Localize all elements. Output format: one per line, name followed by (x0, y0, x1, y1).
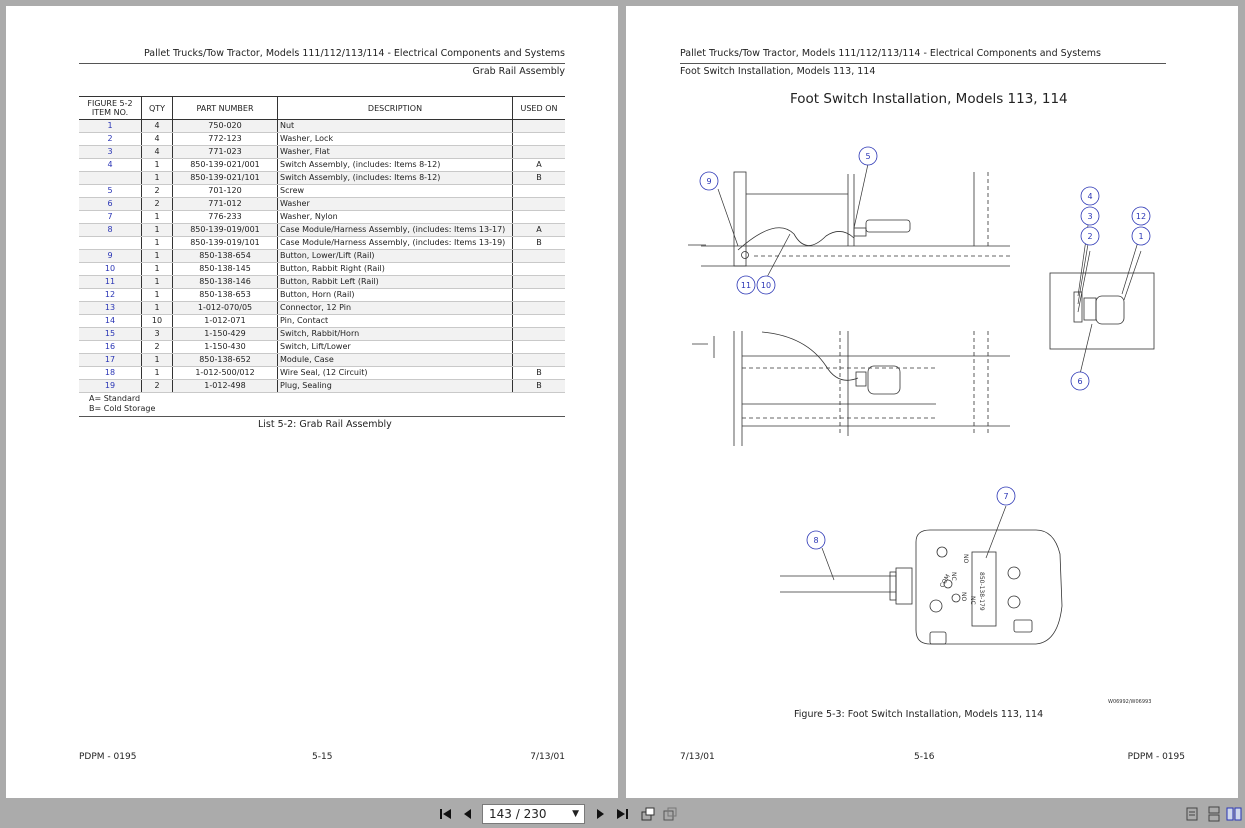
cell-description: Button, Rabbit Left (Rail) (278, 276, 513, 289)
table-bottom-rule (79, 416, 565, 417)
callout-9 (700, 172, 718, 190)
table-row (79, 185, 565, 198)
cell-qty: 2 (142, 185, 173, 198)
viewer-toolbar (0, 800, 1245, 828)
cell-qty: 1 (142, 289, 173, 302)
cell-part-number: 1-012-500/012 (173, 367, 278, 380)
cell-part-number: 1-150-429 (173, 328, 278, 341)
switch-terminal-label: NO (960, 592, 967, 602)
foot-switch-diagram (626, 6, 1238, 798)
callout-6 (1071, 372, 1089, 390)
cell-part-number: 772-123 (173, 133, 278, 146)
table-row (79, 172, 565, 185)
detail-view-drawing (1050, 273, 1154, 349)
table-row (79, 211, 565, 224)
svg-text:11: 11 (740, 281, 752, 290)
footer-page-number: 5-15 (312, 752, 333, 762)
cell-item-number (79, 237, 142, 250)
footer-doc-id: PDPM - 0195 (1127, 752, 1185, 762)
cell-qty: 10 (142, 315, 173, 328)
cell-item-number[interactable]: 13 (79, 302, 142, 315)
cell-description: Switch, Rabbit/Horn (278, 328, 513, 341)
cell-used-on (513, 315, 566, 328)
cell-part-number: 850-138-653 (173, 289, 278, 302)
footer-date: 7/13/01 (680, 752, 715, 762)
cell-used-on (513, 341, 566, 354)
cell-item-number[interactable]: 2 (79, 133, 142, 146)
figure-title: Foot Switch Installation, Models 113, 114 (790, 91, 1068, 107)
svg-text:9: 9 (706, 177, 712, 186)
cell-part-number: 1-012-071 (173, 315, 278, 328)
cell-part-number: 1-012-498 (173, 380, 278, 393)
callout-11 (737, 276, 755, 294)
cell-used-on (513, 133, 566, 146)
page-number-select[interactable] (482, 804, 585, 824)
cell-qty: 2 (142, 341, 173, 354)
cell-description: Washer, Lock (278, 133, 513, 146)
switch-terminal-label: NO (962, 554, 969, 564)
cell-description: Switch, Lift/Lower (278, 341, 513, 354)
table-row (79, 302, 565, 315)
table-row (79, 237, 565, 250)
thumbnails-icon[interactable] (662, 806, 678, 822)
page-indicator: 143 / 230 (489, 807, 547, 821)
table-row (79, 120, 565, 133)
cell-qty: 1 (142, 354, 173, 367)
cell-description: Case Module/Harness Assembly, (includes: Items 13-17) (278, 224, 513, 237)
left-page (6, 6, 618, 798)
svg-text:12: 12 (1135, 212, 1147, 221)
table-row (79, 289, 565, 302)
two-page-icon[interactable] (1226, 806, 1242, 822)
cell-qty: 1 (142, 263, 173, 276)
cell-item-number[interactable]: 1 (79, 120, 142, 133)
cell-item-number[interactable]: 18 (79, 367, 142, 380)
table-row (79, 250, 565, 263)
side-view-drawing (688, 172, 1010, 266)
cell-description: Switch Assembly, (includes: Items 8-12) (278, 172, 513, 185)
table-row (79, 354, 565, 367)
cell-description: Case Module/Harness Assembly, (includes: Items 13-19) (278, 237, 513, 250)
cell-description: Switch Assembly, (includes: Items 8-12) (278, 159, 513, 172)
table-row (79, 380, 565, 393)
callout-10 (757, 276, 775, 294)
section-title: Grab Rail Assembly (472, 66, 565, 77)
callout-7 (997, 487, 1015, 505)
cell-qty: 2 (142, 380, 173, 393)
cell-item-number[interactable]: 10 (79, 263, 142, 276)
table-row (79, 341, 565, 354)
svg-text:10: 10 (760, 281, 772, 290)
cell-qty: 1 (142, 302, 173, 315)
svg-text:4: 4 (1087, 192, 1093, 201)
cell-part-number: 850-138-145 (173, 263, 278, 276)
cell-description: Module, Case (278, 354, 513, 367)
cell-used-on (513, 276, 566, 289)
table-row (79, 133, 565, 146)
cell-part-number: 750-020 (173, 120, 278, 133)
column-header-description: DESCRIPTION (278, 97, 513, 120)
cell-description: Button, Lower/Lift (Rail) (278, 250, 513, 263)
cell-used-on (513, 120, 566, 133)
page-header-title: Pallet Trucks/Tow Tractor, Models 111/112/113/114 - Electrical Components and Systems (680, 48, 1101, 59)
cell-item-number[interactable]: 6 (79, 198, 142, 211)
callout-5 (859, 147, 877, 165)
cell-qty: 1 (142, 159, 173, 172)
switch-terminal-label: NC (950, 572, 957, 581)
first-page-icon[interactable] (438, 806, 454, 822)
cell-item-number (79, 172, 142, 185)
cell-description: Button, Horn (Rail) (278, 289, 513, 302)
right-page (626, 6, 1238, 798)
chevron-down-icon: ▼ (572, 809, 579, 819)
cell-description: Washer, Nylon (278, 211, 513, 224)
column-header-part-number: PART NUMBER (173, 97, 278, 120)
svg-text:1: 1 (1138, 232, 1144, 241)
cell-part-number: 1-150-430 (173, 341, 278, 354)
cell-qty: 1 (142, 211, 173, 224)
cell-qty: 4 (142, 120, 173, 133)
footer-doc-id: PDPM - 0195 (79, 752, 137, 762)
parts-list-table (79, 96, 565, 393)
cell-item-number[interactable]: 15 (79, 328, 142, 341)
cell-used-on (513, 198, 566, 211)
column-header-used-on: USED ON (513, 97, 566, 120)
callout-8 (807, 531, 825, 549)
cell-qty: 4 (142, 133, 173, 146)
cell-used-on (513, 354, 566, 367)
plan-view-drawing (692, 331, 1010, 446)
figure-caption: Figure 5-3: Foot Switch Installation, Models 113, 114 (794, 709, 1044, 720)
list-caption: List 5-2: Grab Rail Assembly (258, 419, 392, 430)
single-page-icon[interactable] (1184, 806, 1200, 822)
cell-part-number: 850-139-019/101 (173, 237, 278, 250)
svg-text:5: 5 (865, 152, 871, 161)
cell-part-number: 850-138-654 (173, 250, 278, 263)
cell-qty: 2 (142, 198, 173, 211)
cell-item-number[interactable]: 11 (79, 276, 142, 289)
column-header-qty: QTY (142, 97, 173, 120)
footer-page-number: 5-16 (914, 752, 935, 762)
table-row (79, 263, 565, 276)
cell-used-on (513, 211, 566, 224)
legend-standard: A= Standard (89, 394, 141, 403)
callout-1 (1132, 227, 1150, 245)
cell-description: Screw (278, 185, 513, 198)
cell-qty: 1 (142, 172, 173, 185)
prev-page-icon[interactable] (460, 806, 476, 822)
cell-qty: 1 (142, 367, 173, 380)
cell-item-number[interactable]: 8 (79, 224, 142, 237)
cell-item-number[interactable]: 4 (79, 159, 142, 172)
table-row (79, 224, 565, 237)
switch-terminal-label: COM (938, 573, 952, 589)
cell-part-number: 771-012 (173, 198, 278, 211)
cell-part-number: 701-120 (173, 185, 278, 198)
header-rule (79, 63, 565, 64)
continuous-page-icon[interactable] (1206, 806, 1222, 822)
next-page-icon[interactable] (592, 806, 608, 822)
cell-used-on: A (513, 159, 566, 172)
svg-text:2: 2 (1087, 232, 1093, 241)
callout-3 (1081, 207, 1099, 225)
cell-qty: 1 (142, 224, 173, 237)
cell-used-on: B (513, 380, 566, 393)
switch-terminal-label: NC (969, 596, 976, 605)
cell-part-number: 850-139-021/101 (173, 172, 278, 185)
cell-qty: 3 (142, 328, 173, 341)
cell-item-number[interactable]: 3 (79, 146, 142, 159)
drawing-code: W06992/W06993 (1108, 699, 1152, 705)
cell-description: Nut (278, 120, 513, 133)
cell-item-number[interactable]: 14 (79, 315, 142, 328)
cell-part-number: 776-233 (173, 211, 278, 224)
section-title: Foot Switch Installation, Models 113, 114 (680, 66, 876, 77)
table-row (79, 159, 565, 172)
svg-text:3: 3 (1087, 212, 1093, 221)
table-row (79, 328, 565, 341)
cell-used-on: B (513, 172, 566, 185)
cell-used-on: B (513, 237, 566, 250)
cell-item-number[interactable]: 17 (79, 354, 142, 367)
table-row (79, 146, 565, 159)
cell-used-on (513, 302, 566, 315)
cell-used-on: A (513, 224, 566, 237)
cell-description: Button, Rabbit Right (Rail) (278, 263, 513, 276)
table-row (79, 315, 565, 328)
switch-part-label: 850-138-179 (978, 572, 985, 611)
cell-description: Plug, Sealing (278, 380, 513, 393)
cell-qty: 1 (142, 237, 173, 250)
footer-date: 7/13/01 (530, 752, 565, 762)
cell-used-on: B (513, 367, 566, 380)
cell-item-number[interactable]: 9 (79, 250, 142, 263)
cell-used-on (513, 289, 566, 302)
svg-text:7: 7 (1003, 492, 1009, 501)
cell-used-on (513, 250, 566, 263)
rotate-icon[interactable] (640, 806, 656, 822)
table-header-row (79, 97, 565, 120)
legend-cold-storage: B= Cold Storage (89, 404, 156, 413)
cell-item-number[interactable]: 19 (79, 380, 142, 393)
callout-4 (1081, 187, 1099, 205)
last-page-icon[interactable] (614, 806, 630, 822)
cell-qty: 4 (142, 146, 173, 159)
cell-part-number: 771-023 (173, 146, 278, 159)
cell-description: Wire Seal, (12 Circuit) (278, 367, 513, 380)
cell-description: Washer, Flat (278, 146, 513, 159)
cell-part-number: 1-012-070/05 (173, 302, 278, 315)
cell-part-number: 850-139-019/001 (173, 224, 278, 237)
cell-used-on (513, 185, 566, 198)
table-row (79, 276, 565, 289)
cell-item-number[interactable]: 16 (79, 341, 142, 354)
cell-description: Connector, 12 Pin (278, 302, 513, 315)
cell-item-number[interactable]: 12 (79, 289, 142, 302)
svg-text:6: 6 (1077, 377, 1083, 386)
svg-text:8: 8 (813, 536, 819, 545)
cell-description: Pin, Contact (278, 315, 513, 328)
cell-used-on (513, 146, 566, 159)
cell-description: Washer (278, 198, 513, 211)
callout-12 (1132, 207, 1150, 225)
cell-part-number: 850-139-021/001 (173, 159, 278, 172)
cell-qty: 1 (142, 250, 173, 263)
page-header-title: Pallet Trucks/Tow Tractor, Models 111/112/113/114 - Electrical Components and Systems (144, 48, 565, 59)
cell-part-number: 850-138-652 (173, 354, 278, 367)
cell-used-on (513, 263, 566, 276)
parts-table-body (79, 120, 565, 393)
switch-module-drawing (780, 530, 1062, 644)
cell-used-on (513, 328, 566, 341)
callout-2 (1081, 227, 1099, 245)
cell-part-number: 850-138-146 (173, 276, 278, 289)
column-header-item: FIGURE 5-2 ITEM NO. (79, 97, 142, 120)
cell-qty: 1 (142, 276, 173, 289)
table-row (79, 198, 565, 211)
cell-item-number[interactable]: 7 (79, 211, 142, 224)
table-row (79, 367, 565, 380)
cell-item-number[interactable]: 5 (79, 185, 142, 198)
